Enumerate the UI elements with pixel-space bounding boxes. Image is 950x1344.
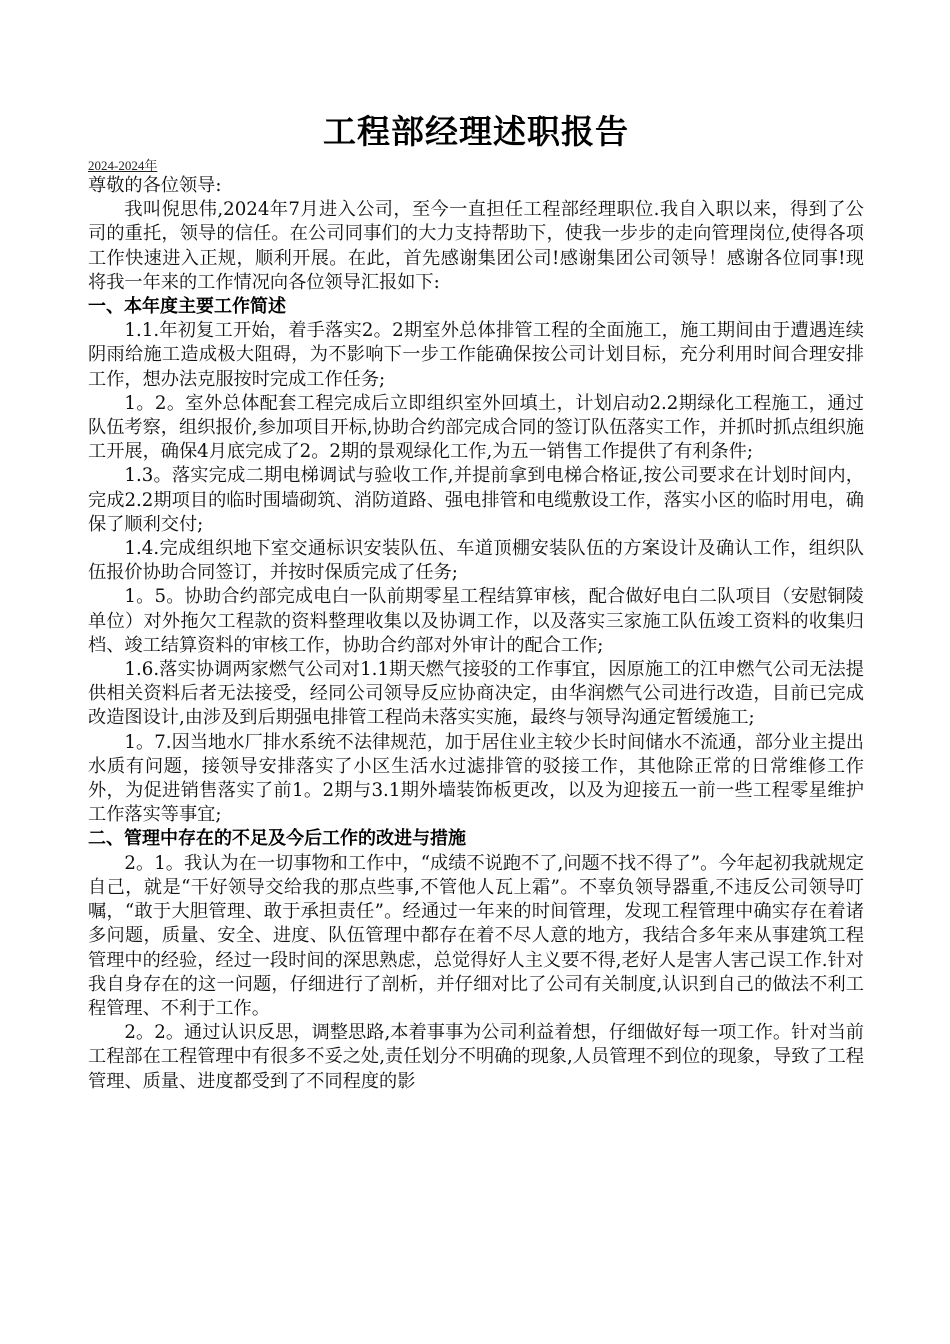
paragraph-1-7: 1。7.因当地水厂排水系统不法律规范，加于居住业主较少长时间储水不流通，部分业主提出水质有问题，接领导安排落实了小区生活水过滤排管的驳接工作，其他除正常的日常维修工作外，为促进销售落实了前1。2期与3.1期外墙装饰板更改，以及为迎接五一前一些工程零星维护工作落实等事宜; [88, 731, 864, 826]
paragraph-1-5: 1。5。协助合约部完成电白一队前期零星工程结算审核，配合做好电白二队项目（安慰铜陵单位）对外拖欠工程款的资料整理收集以及协调工作，以及落实三家施工队伍竣工资料的收集归档、竣工结算资料的审核工作，协助合约部对外审计的配合工作; [88, 586, 864, 656]
paragraph-2-2: 2。2。通过认识反思，调整思路,本着事事为公司利益着想，仔细做好每一项工作。针对当前工程部在工程管理中有很多不妥之处,责任划分不明确的现象,人员管理不到位的现象，导致了工程管理、质量、进度都受到了不同程度的影 [88, 1022, 864, 1092]
document-date: 2024-2024年 [88, 158, 158, 173]
paragraph-1-3: 1.3。落实完成二期电梯调试与验收工作,并提前拿到电梯合格证,按公司要求在计划时间内，完成2.2期项目的临时围墙砌筑、消防道路、强电排管和电缆敷设工作，落实小区的临时用电，确保了顺利交付; [88, 465, 864, 535]
paragraph-2-1: 2。1。我认为在一切事物和工作中，“成绩不说跑不了,问题不找不得了”。今年起初我就规定自己，就是“干好领导交给我的那点些事,不管他人瓦上霜”。不辜负领导器重,不违反公司领导叮嘱，“敢于大胆管理、敢于承担责任”。经通过一年来的时间管理，发现工程管理中确实存在着诸多问题，质量、安全、进度、队伍管理中都存在着不尽人意的地方，我结合多年来从事建筑工程管理中的经验，经过一段时间的深思熟虑，总觉得好人主义要不得,老好人是害人害己误工作.针对我自身存在的这一问题，仔细进行了剖析，并仔细对比了公司有关制度,认识到自己的做法不利工程管理、不利于工作。 [88, 852, 864, 1019]
section-heading-2: 二、管理中存在的不足及今后工作的改进与措施 [88, 828, 466, 850]
document-page [88, 108, 864, 1094]
paragraph-1-2: 1。2。室外总体配套工程完成后立即组织室外回填土，计划启动2.2期绿化工程施工，通过队伍考察，组织报价,参加项目开标,协助合约部完成合同的签订队伍落实工作，并抓时抓点组织施工开展，确保4月底完成了2。2期的景观绿化工作,为五一销售工作提供了有利条件; [88, 392, 864, 463]
paragraph-1-1: 1.1.年初复工开始，着手落实2。2期室外总体排管工程的全面施工，施工期间由于遭遇连续阴雨给施工造成极大阻碍，为不影响下一步工作能确保按公司计划目标，充分利用时间合理安排工作，想办法克服按时完成工作任务; [88, 320, 864, 390]
salutation: 尊敬的各位领导: [88, 175, 222, 196]
paragraph-1-4: 1.4.完成组织地下室交通标识安装队伍、车道顶棚安装队伍的方案设计及确认工作，组织队伍报价协助合同签订，并按时保质完成了任务; [88, 538, 864, 584]
section-heading-1: 一、本年度主要工作简述 [88, 296, 286, 318]
paragraph-1-6: 1.6.落实协调两家燃气公司对1.1期天燃气接驳的工作事宜，因原施工的江申燃气公司无法提供相关资料后者无法接受，经同公司领导反应协商决定，由华润燃气公司进行改造，目前已完成改造图设计,由涉及到后期强电排管工程尚未落实实施，最终与领导沟通定暂缓施工; [88, 659, 864, 729]
intro-paragraph: 我叫倪思伟,2024年7月进入公司，至今一直担任工程部经理职位.我自入职以来，得到了公司的重托，领导的信任。在公司同事们的大力支持帮助下，使我一步步的走向管理岗位,使得各项工作快速进入正规，顺利开展。在此，首先感谢集团公司!感谢集团公司领导！感谢各位同事!现将我一年来的工作情况向各位领导汇报如下: [88, 199, 864, 293]
document-title: 工程部经理述职报告 [323, 112, 629, 151]
